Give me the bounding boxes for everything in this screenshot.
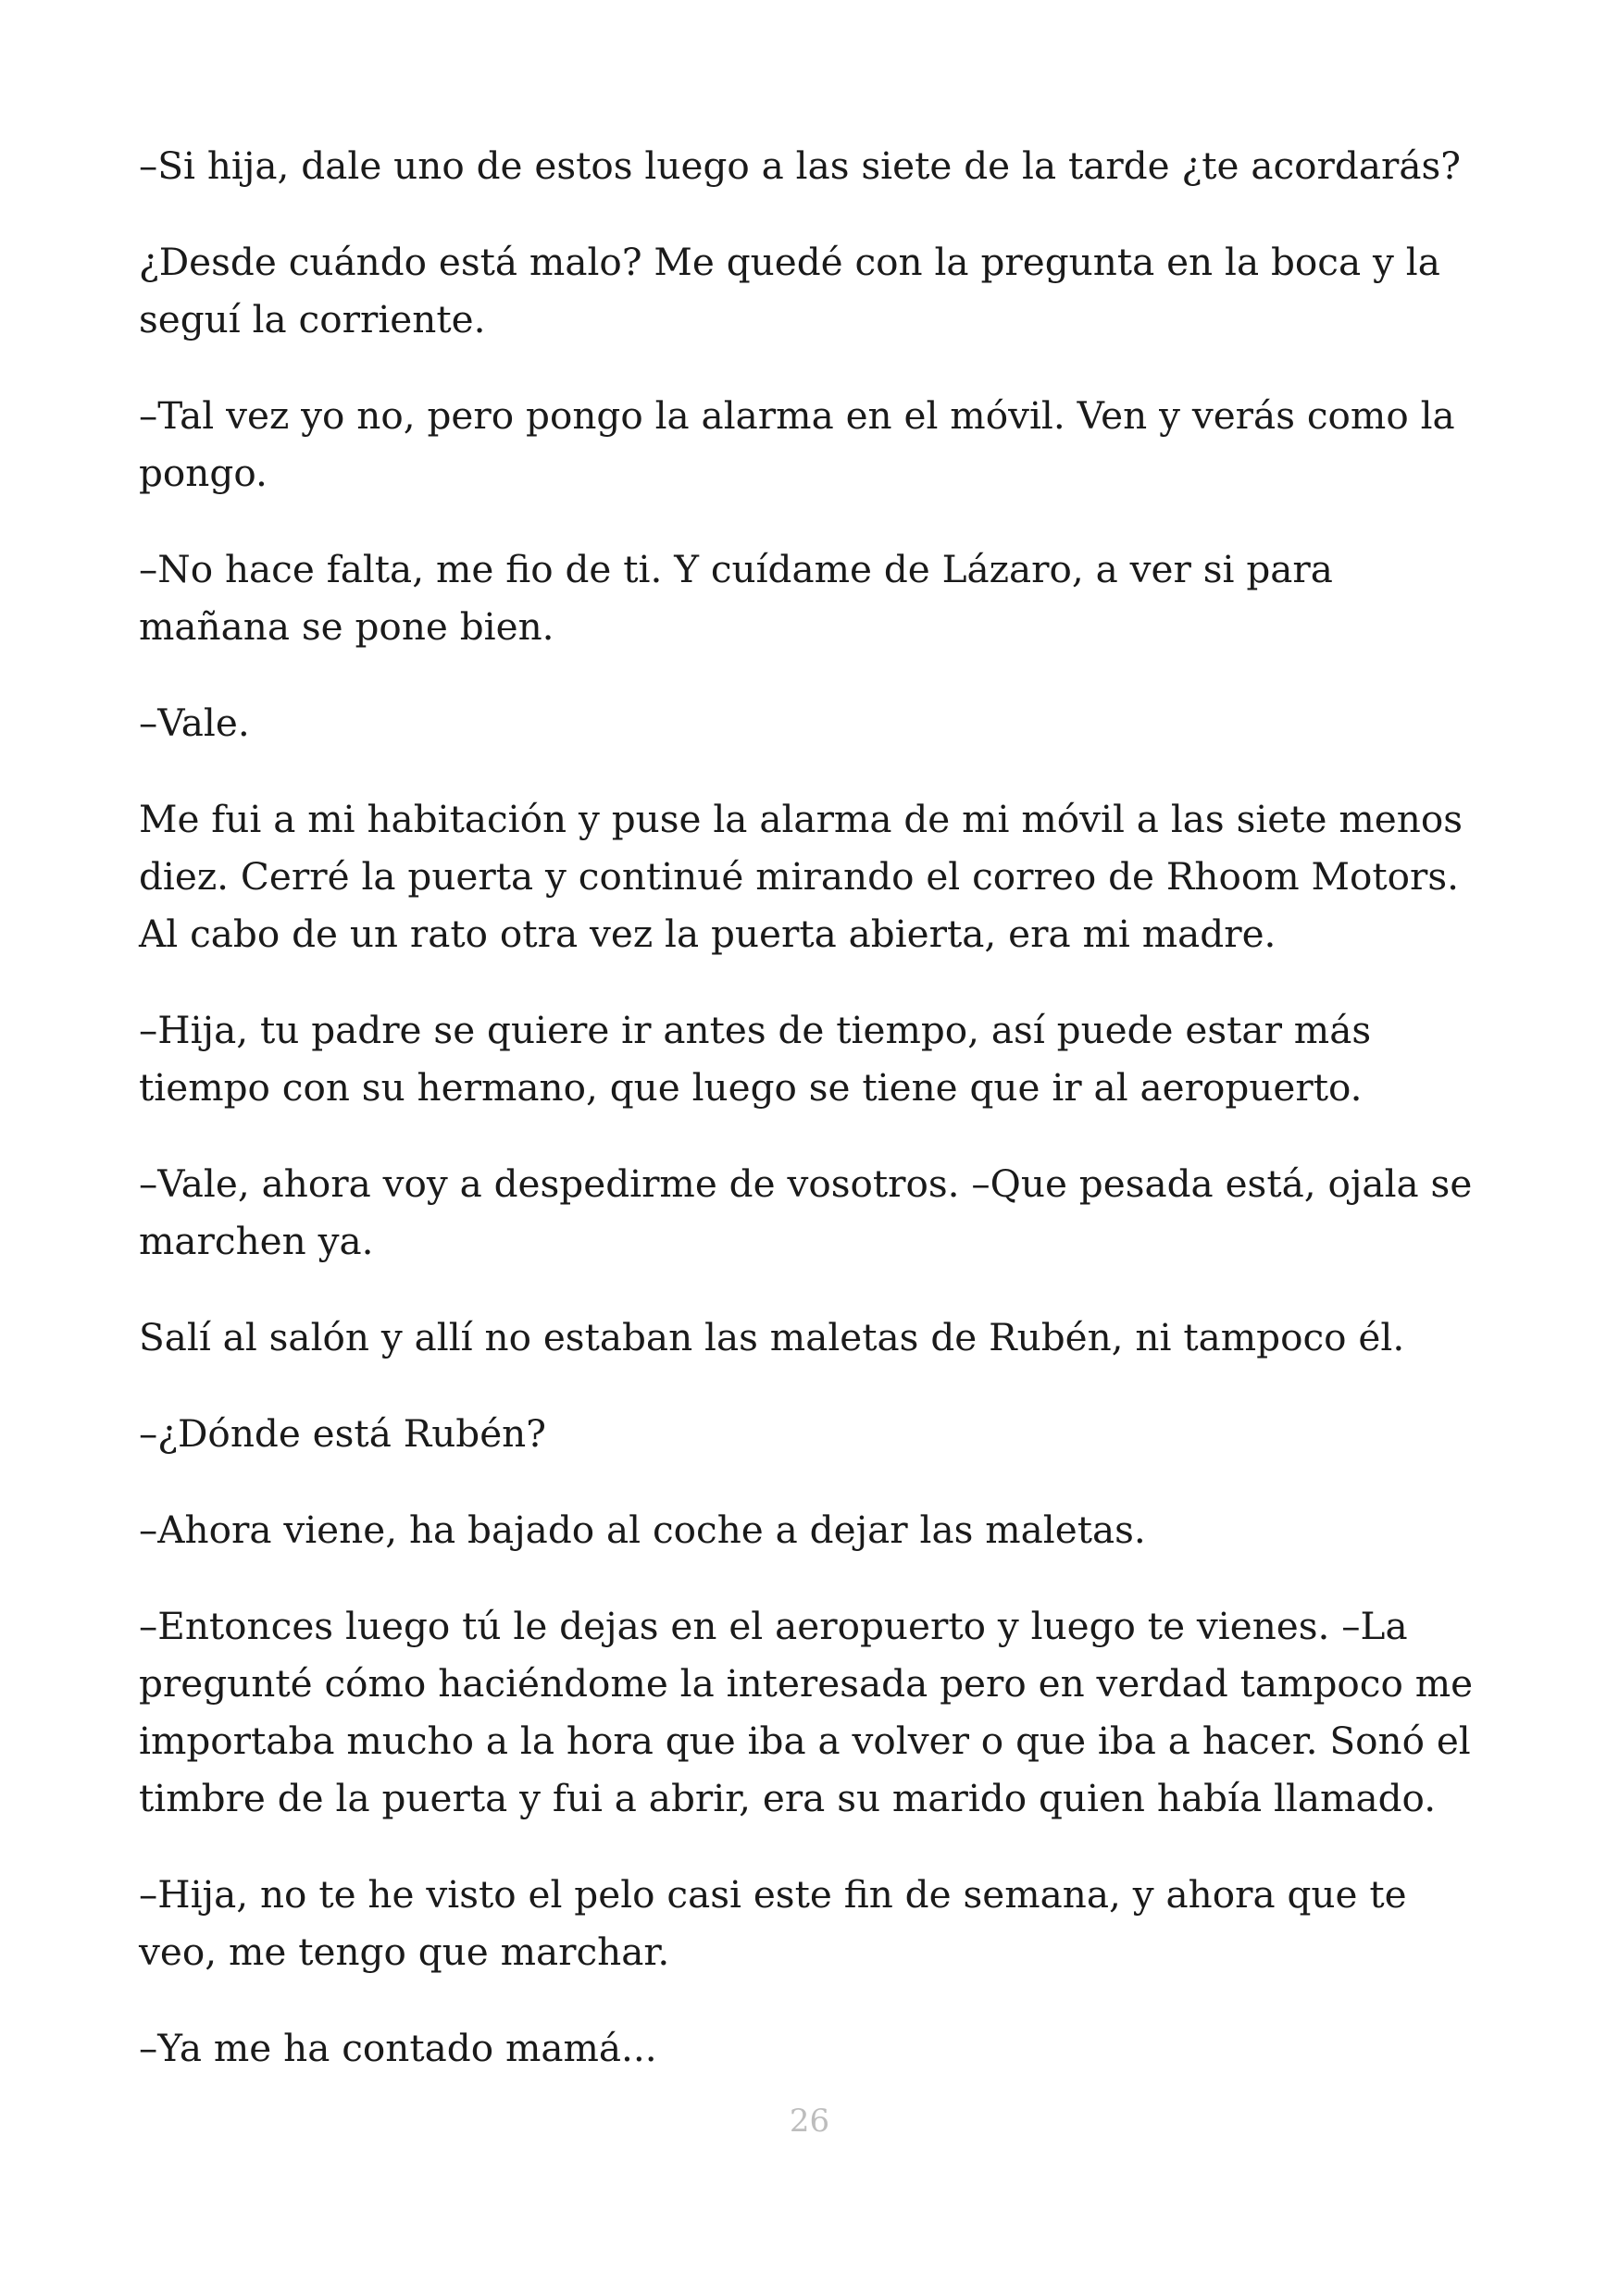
body-text	[139, 137, 1490, 2116]
page-number: 26	[789, 2103, 830, 2140]
paragraph: –Ya me ha contado mamá...	[139, 2026, 657, 2070]
paragraph: –Vale.	[139, 701, 250, 745]
paragraph: ¿Desde cuándo está malo? Me quedé con la pregunta en la boca y la seguí la corriente.	[139, 240, 1440, 341]
paragraph: Salí al salón y allí no estaban las maletas de Rubén, ni tampoco él.	[139, 1315, 1405, 1359]
paragraph: –Ahora viene, ha bajado al coche a dejar las maletas.	[139, 1508, 1146, 1552]
paragraph: Me fui a mi habitación y puse la alarma de mi móvil a las siete menos diez. Cerré la puerta y continué mirando el correo de Rhoom Motors. Al cabo de un rato otra vez la puerta abierta, era mi madre.	[139, 797, 1463, 956]
paragraph: –Entonces luego tú le dejas en el aeropuerto y luego te vienes. –La pregunté cómo haciéndome la interesada pero en verdad tampoco me importaba mucho a la hora que iba a volver o que iba a hacer. Sonó el timbre de la puerta y fui a abrir, era su marido quien había llamado.	[139, 1604, 1474, 1820]
paragraph: –¿Dónde está Rubén?	[139, 1411, 546, 1456]
paragraph: –Si hija, dale uno de estos luego a las siete de la tarde ¿te acordarás?	[139, 143, 1461, 188]
paragraph: –Vale, ahora voy a despedirme de vosotros. –Que pesada está, ojala se marchen ya.	[139, 1161, 1473, 1263]
paragraph: –Tal vez yo no, pero pongo la alarma en el móvil. Ven y verás como la pongo.	[139, 393, 1455, 495]
paragraph: –No hace falta, me fio de ti. Y cuídame de Lázaro, a ver si para mañana se pone bien.	[139, 547, 1333, 649]
paragraph: –Hija, tu padre se quiere ir antes de tiempo, así puede estar más tiempo con su hermano, que luego se tiene que ir al aeropuerto.	[139, 1008, 1372, 1110]
paragraph: –Hija, no te he visto el pelo casi este fin de semana, y ahora que te veo, me tengo que marchar.	[139, 1872, 1407, 1974]
